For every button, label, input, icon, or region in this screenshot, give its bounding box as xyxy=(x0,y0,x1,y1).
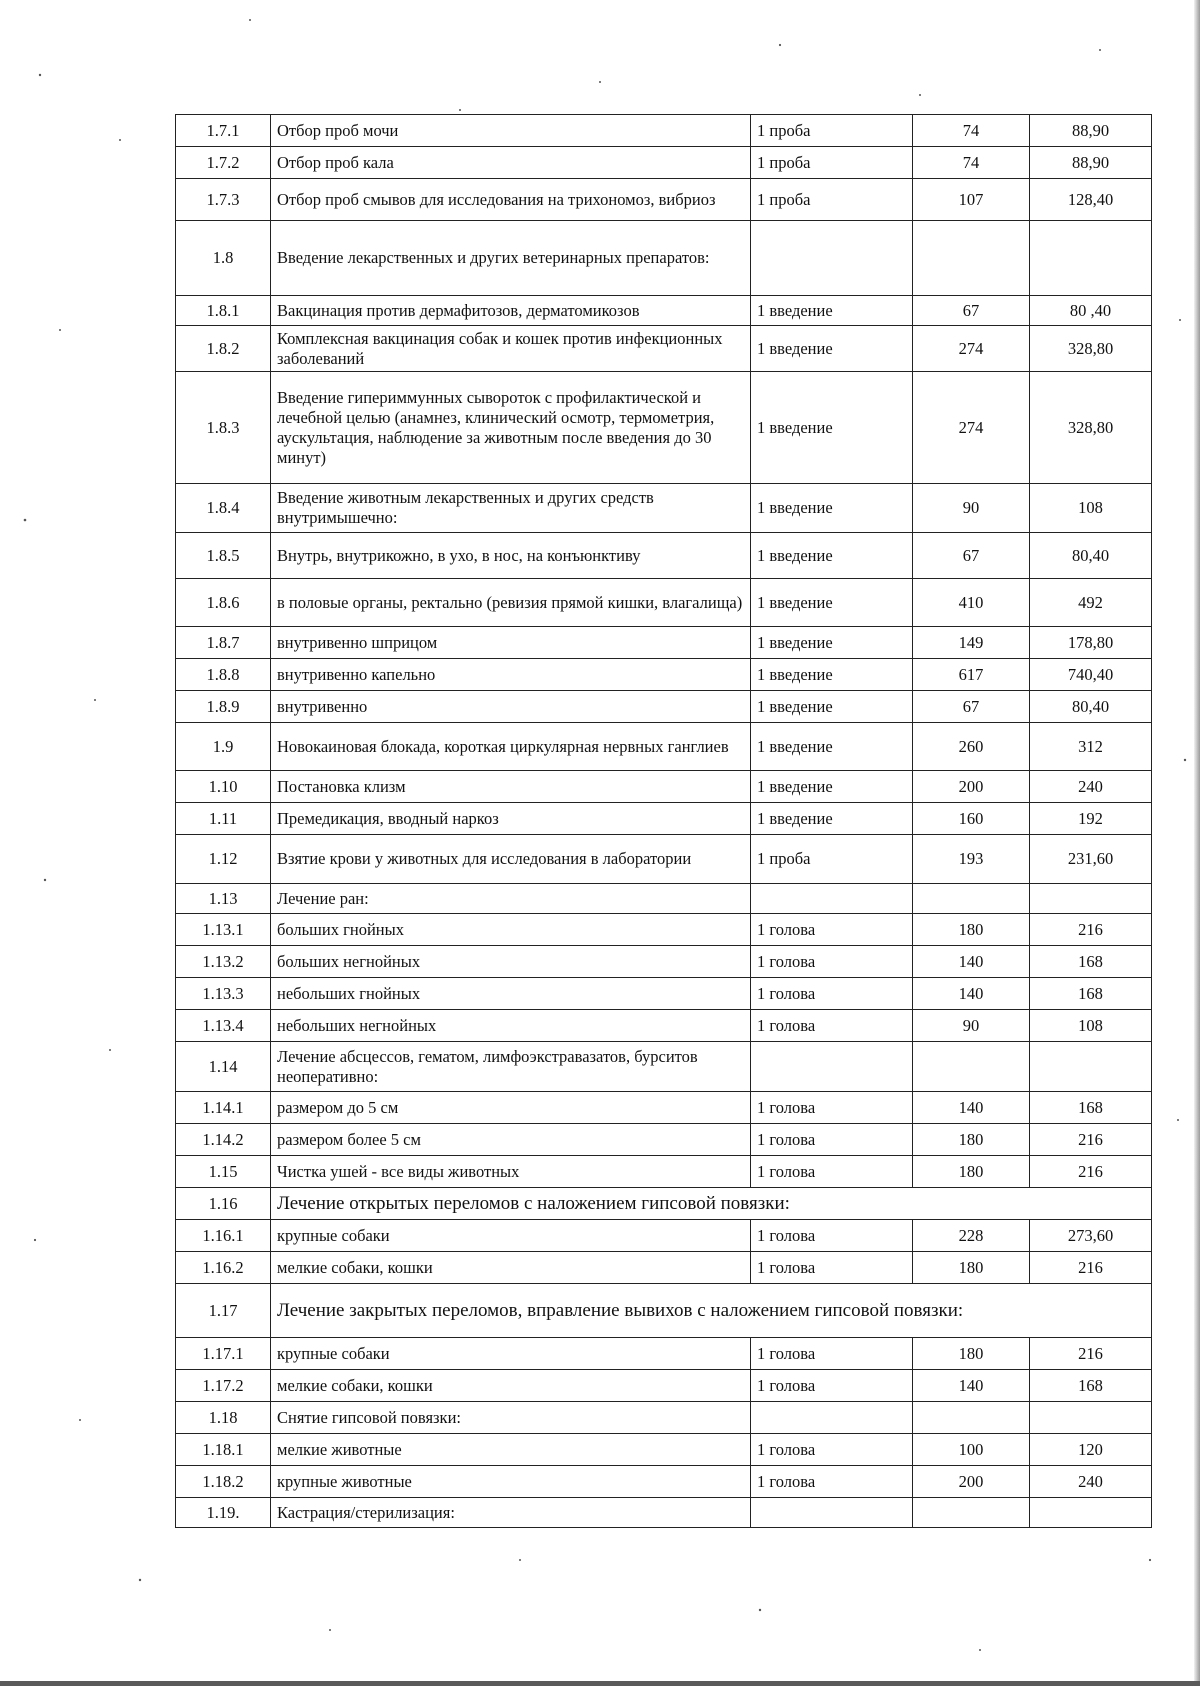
unit-of-measure: 1 голова xyxy=(751,946,913,978)
table-row xyxy=(176,978,1152,1010)
service-name: Новокаиновая блокада, короткая циркулярная нервных ганглиев xyxy=(271,723,751,771)
row-number: 1.12 xyxy=(176,835,271,884)
price: 228 xyxy=(913,1220,1030,1252)
price: 180 xyxy=(913,1252,1030,1284)
unit-of-measure: 1 введение xyxy=(751,627,913,659)
unit-of-measure: 1 проба xyxy=(751,115,913,147)
row-number: 1.8.1 xyxy=(176,296,271,326)
price: 149 xyxy=(913,627,1030,659)
unit-of-measure: 1 голова xyxy=(751,1466,913,1498)
table-row xyxy=(176,1042,1152,1092)
price-with-vat: 88,90 xyxy=(1030,115,1152,147)
row-number: 1.19. xyxy=(176,1498,271,1528)
table-row xyxy=(176,1220,1152,1252)
service-name: внутривенно xyxy=(271,691,751,723)
price-with-vat: 328,80 xyxy=(1030,372,1152,484)
unit-of-measure: 1 введение xyxy=(751,372,913,484)
price: 193 xyxy=(913,835,1030,884)
service-name: крупные животные xyxy=(271,1466,751,1498)
price-with-vat xyxy=(1030,1402,1152,1434)
table-row xyxy=(176,835,1152,884)
unit-of-measure: 1 голова xyxy=(751,1220,913,1252)
price-with-vat: 240 xyxy=(1030,1466,1152,1498)
row-number: 1.8.7 xyxy=(176,627,271,659)
service-name: больших негнойных xyxy=(271,946,751,978)
service-name: небольших гнойных xyxy=(271,978,751,1010)
row-number: 1.16.1 xyxy=(176,1220,271,1252)
unit-of-measure: 1 голова xyxy=(751,914,913,946)
table-row xyxy=(176,946,1152,978)
row-number: 1.7.1 xyxy=(176,115,271,147)
price-with-vat: 192 xyxy=(1030,803,1152,835)
table-row xyxy=(176,803,1152,835)
price: 617 xyxy=(913,659,1030,691)
unit-of-measure: 1 голова xyxy=(751,1124,913,1156)
price-with-vat: 168 xyxy=(1030,978,1152,1010)
price: 410 xyxy=(913,579,1030,627)
price-with-vat: 120 xyxy=(1030,1434,1152,1466)
unit-of-measure xyxy=(751,221,913,296)
price xyxy=(913,1402,1030,1434)
service-name: крупные собаки xyxy=(271,1220,751,1252)
service-name: размером более 5 см xyxy=(271,1124,751,1156)
price-with-vat xyxy=(1030,884,1152,914)
price-with-vat: 168 xyxy=(1030,1370,1152,1402)
row-number: 1.16 xyxy=(176,1188,271,1220)
table-row xyxy=(176,1338,1152,1370)
table-row xyxy=(176,627,1152,659)
service-name: размером до 5 см xyxy=(271,1092,751,1124)
table-row xyxy=(176,1252,1152,1284)
row-number: 1.11 xyxy=(176,803,271,835)
service-name: Отбор проб мочи xyxy=(271,115,751,147)
row-number: 1.13 xyxy=(176,884,271,914)
unit-of-measure xyxy=(751,1042,913,1092)
price-with-vat: 492 xyxy=(1030,579,1152,627)
unit-of-measure: 1 введение xyxy=(751,296,913,326)
row-number: 1.8.5 xyxy=(176,533,271,579)
unit-of-measure: 1 проба xyxy=(751,147,913,179)
unit-of-measure: 1 голова xyxy=(751,1156,913,1188)
table-row xyxy=(176,691,1152,723)
price-with-vat: 216 xyxy=(1030,914,1152,946)
service-name: Премедикация, вводный наркоз xyxy=(271,803,751,835)
price: 67 xyxy=(913,296,1030,326)
service-name: внутривенно шприцом xyxy=(271,627,751,659)
price-with-vat: 740,40 xyxy=(1030,659,1152,691)
table-row xyxy=(176,914,1152,946)
table-row xyxy=(176,1284,1152,1338)
unit-of-measure xyxy=(751,1498,913,1528)
service-name: Отбор проб кала xyxy=(271,147,751,179)
price: 74 xyxy=(913,147,1030,179)
price-with-vat: 88,90 xyxy=(1030,147,1152,179)
row-number: 1.14.1 xyxy=(176,1092,271,1124)
table-row xyxy=(176,484,1152,533)
page-edge-shadow xyxy=(1194,0,1200,1686)
table-row xyxy=(176,326,1152,372)
row-number: 1.8 xyxy=(176,221,271,296)
table-row xyxy=(176,1466,1152,1498)
unit-of-measure: 1 введение xyxy=(751,691,913,723)
price-table-body xyxy=(176,115,1152,1528)
unit-of-measure: 1 голова xyxy=(751,978,913,1010)
price-with-vat xyxy=(1030,221,1152,296)
price: 140 xyxy=(913,946,1030,978)
table-row xyxy=(176,1156,1152,1188)
table-row xyxy=(176,884,1152,914)
row-number: 1.8.9 xyxy=(176,691,271,723)
unit-of-measure xyxy=(751,1402,913,1434)
table-row xyxy=(176,771,1152,803)
row-number: 1.13.4 xyxy=(176,1010,271,1042)
unit-of-measure: 1 голова xyxy=(751,1434,913,1466)
row-number: 1.8.8 xyxy=(176,659,271,691)
service-name: Постановка клизм xyxy=(271,771,751,803)
table-row xyxy=(176,1370,1152,1402)
price-with-vat: 178,80 xyxy=(1030,627,1152,659)
row-number: 1.9 xyxy=(176,723,271,771)
price-with-vat: 216 xyxy=(1030,1338,1152,1370)
row-number: 1.8.2 xyxy=(176,326,271,372)
service-name: Лечение открытых переломов с наложением гипсовой повязки: xyxy=(271,1188,1152,1220)
row-number: 1.18.1 xyxy=(176,1434,271,1466)
service-name: Лечение закрытых переломов, вправление вывихов с наложением гипсовой повязки: xyxy=(271,1284,1152,1338)
price-with-vat: 80 ,40 xyxy=(1030,296,1152,326)
price: 140 xyxy=(913,978,1030,1010)
price: 200 xyxy=(913,771,1030,803)
unit-of-measure: 1 голова xyxy=(751,1252,913,1284)
price-with-vat: 240 xyxy=(1030,771,1152,803)
price-with-vat: 312 xyxy=(1030,723,1152,771)
table-row xyxy=(176,723,1152,771)
price: 107 xyxy=(913,179,1030,221)
service-name: Введение лекарственных и других ветеринарных препаратов: xyxy=(271,221,751,296)
row-number: 1.17.1 xyxy=(176,1338,271,1370)
table-row xyxy=(176,221,1152,296)
price-with-vat xyxy=(1030,1042,1152,1092)
service-name: Комплексная вакцинация собак и кошек против инфекционных заболеваний xyxy=(271,326,751,372)
service-name: крупные собаки xyxy=(271,1338,751,1370)
table-row xyxy=(176,1092,1152,1124)
price: 260 xyxy=(913,723,1030,771)
row-number: 1.15 xyxy=(176,1156,271,1188)
price: 140 xyxy=(913,1370,1030,1402)
row-number: 1.10 xyxy=(176,771,271,803)
row-number: 1.8.6 xyxy=(176,579,271,627)
row-number: 1.17 xyxy=(176,1284,271,1338)
unit-of-measure: 1 введение xyxy=(751,326,913,372)
unit-of-measure: 1 введение xyxy=(751,803,913,835)
price: 140 xyxy=(913,1092,1030,1124)
row-number: 1.13.2 xyxy=(176,946,271,978)
row-number: 1.14 xyxy=(176,1042,271,1092)
unit-of-measure: 1 голова xyxy=(751,1338,913,1370)
unit-of-measure: 1 введение xyxy=(751,723,913,771)
price-table xyxy=(175,114,1152,1528)
unit-of-measure: 1 голова xyxy=(751,1010,913,1042)
table-row xyxy=(176,115,1152,147)
price: 67 xyxy=(913,533,1030,579)
price-with-vat: 216 xyxy=(1030,1156,1152,1188)
price-with-vat: 273,60 xyxy=(1030,1220,1152,1252)
service-name: Снятие гипсовой повязки: xyxy=(271,1402,751,1434)
price xyxy=(913,1042,1030,1092)
price-with-vat: 328,80 xyxy=(1030,326,1152,372)
price-with-vat: 108 xyxy=(1030,1010,1152,1042)
service-name: небольших негнойных xyxy=(271,1010,751,1042)
price-with-vat: 80,40 xyxy=(1030,691,1152,723)
row-number: 1.18 xyxy=(176,1402,271,1434)
row-number: 1.16.2 xyxy=(176,1252,271,1284)
table-row xyxy=(176,1010,1152,1042)
service-name: Отбор проб смывов для исследования на трихономоз, вибриоз xyxy=(271,179,751,221)
unit-of-measure: 1 введение xyxy=(751,771,913,803)
price: 100 xyxy=(913,1434,1030,1466)
price: 274 xyxy=(913,372,1030,484)
price-with-vat: 168 xyxy=(1030,1092,1152,1124)
service-name: Введение гипериммунных сывороток с профилактической и лечебной целью (анамнез, клинический осмотр, термометрия, аускультация, наблюдение за животным после введения до 30 минут) xyxy=(271,372,751,484)
price-with-vat: 80,40 xyxy=(1030,533,1152,579)
table-row xyxy=(176,179,1152,221)
unit-of-measure: 1 введение xyxy=(751,659,913,691)
table-row xyxy=(176,1124,1152,1156)
service-name: Внутрь, внутрикожно, в ухо, в нос, на конъюнктиву xyxy=(271,533,751,579)
unit-of-measure: 1 введение xyxy=(751,579,913,627)
unit-of-measure: 1 введение xyxy=(751,533,913,579)
price: 180 xyxy=(913,1124,1030,1156)
service-name: Лечение абсцессов, гематом, лимфоэкстравазатов, бурситов неоперативно: xyxy=(271,1042,751,1092)
row-number: 1.14.2 xyxy=(176,1124,271,1156)
service-name: Лечение ран: xyxy=(271,884,751,914)
unit-of-measure xyxy=(751,884,913,914)
service-name: Чистка ушей - все виды животных xyxy=(271,1156,751,1188)
table-row xyxy=(176,1188,1152,1220)
price xyxy=(913,884,1030,914)
price xyxy=(913,221,1030,296)
price: 67 xyxy=(913,691,1030,723)
service-name: в половые органы, ректально (ревизия прямой кишки, влагалища) xyxy=(271,579,751,627)
service-name: больших гнойных xyxy=(271,914,751,946)
price: 90 xyxy=(913,484,1030,533)
row-number: 1.13.1 xyxy=(176,914,271,946)
unit-of-measure: 1 голова xyxy=(751,1370,913,1402)
service-name: Кастрация/стерилизация: xyxy=(271,1498,751,1528)
price-with-vat: 168 xyxy=(1030,946,1152,978)
table-row xyxy=(176,372,1152,484)
price: 200 xyxy=(913,1466,1030,1498)
row-number: 1.18.2 xyxy=(176,1466,271,1498)
table-row xyxy=(176,533,1152,579)
row-number: 1.7.3 xyxy=(176,179,271,221)
table-row xyxy=(176,296,1152,326)
table-row xyxy=(176,147,1152,179)
page-bottom-edge xyxy=(0,1681,1200,1686)
price: 180 xyxy=(913,1338,1030,1370)
table-row xyxy=(176,1498,1152,1528)
unit-of-measure: 1 проба xyxy=(751,179,913,221)
table-row xyxy=(176,579,1152,627)
service-name: Вакцинация против дермафитозов, дерматомикозов xyxy=(271,296,751,326)
price-with-vat: 216 xyxy=(1030,1124,1152,1156)
price-with-vat: 231,60 xyxy=(1030,835,1152,884)
row-number: 1.7.2 xyxy=(176,147,271,179)
row-number: 1.8.4 xyxy=(176,484,271,533)
unit-of-measure: 1 проба xyxy=(751,835,913,884)
service-name: мелкие животные xyxy=(271,1434,751,1466)
table-row xyxy=(176,1402,1152,1434)
service-name: Взятие крови у животных для исследования в лаборатории xyxy=(271,835,751,884)
price xyxy=(913,1498,1030,1528)
price-with-vat xyxy=(1030,1498,1152,1528)
row-number: 1.8.3 xyxy=(176,372,271,484)
service-name: Введение животным лекарственных и других средств внутримышечно: xyxy=(271,484,751,533)
row-number: 1.13.3 xyxy=(176,978,271,1010)
price-with-vat: 216 xyxy=(1030,1252,1152,1284)
price: 180 xyxy=(913,1156,1030,1188)
price: 160 xyxy=(913,803,1030,835)
price-with-vat: 108 xyxy=(1030,484,1152,533)
service-name: мелкие собаки, кошки xyxy=(271,1252,751,1284)
table-row xyxy=(176,659,1152,691)
service-name: мелкие собаки, кошки xyxy=(271,1370,751,1402)
row-number: 1.17.2 xyxy=(176,1370,271,1402)
price-with-vat: 128,40 xyxy=(1030,179,1152,221)
unit-of-measure: 1 голова xyxy=(751,1092,913,1124)
price: 74 xyxy=(913,115,1030,147)
price: 180 xyxy=(913,914,1030,946)
table-row xyxy=(176,1434,1152,1466)
unit-of-measure: 1 введение xyxy=(751,484,913,533)
service-name: внутривенно капельно xyxy=(271,659,751,691)
price: 274 xyxy=(913,326,1030,372)
price: 90 xyxy=(913,1010,1030,1042)
